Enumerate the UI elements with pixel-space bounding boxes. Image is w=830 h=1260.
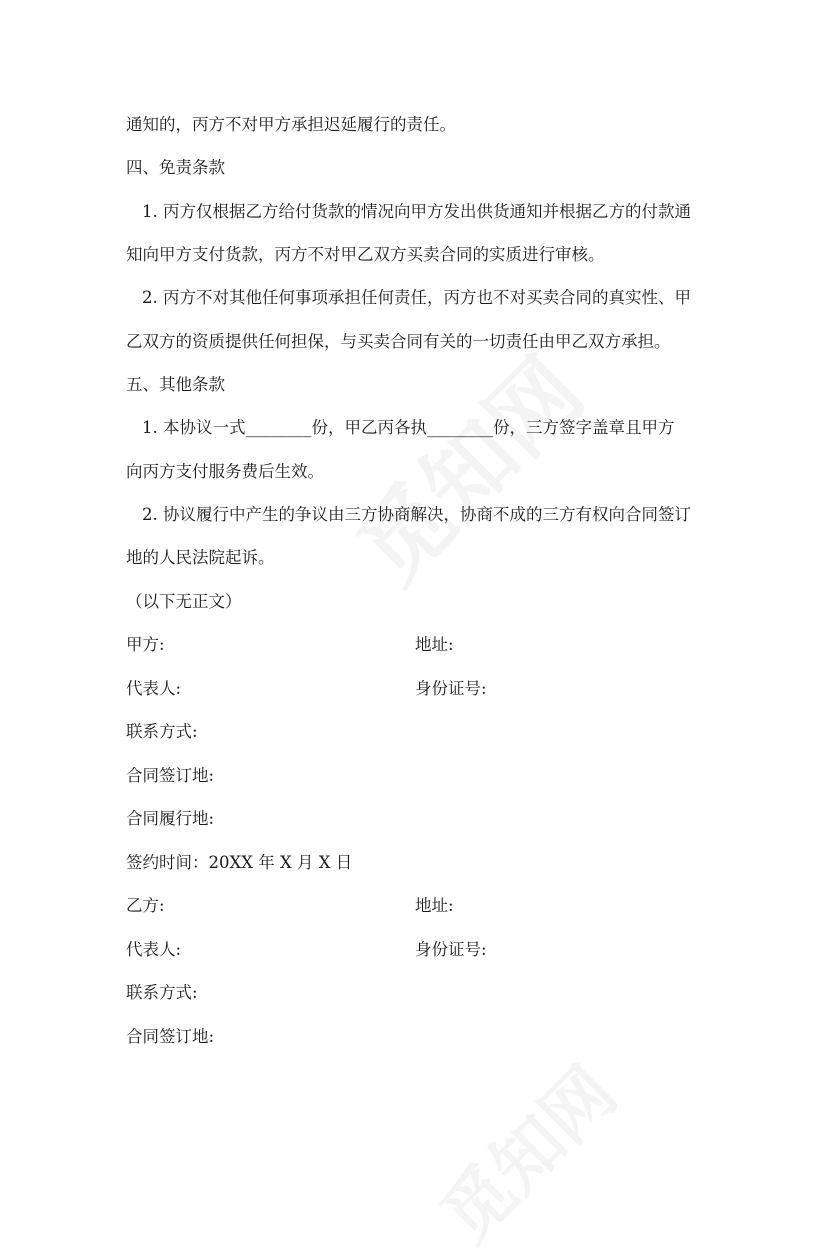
sign-time: 签约时间：20XX 年 X 月 X 日	[126, 853, 353, 872]
clause-4-1-line-2: 知向甲方支付货款，丙方不对甲乙双方买卖合同的实质进行审核。	[126, 245, 605, 264]
party-a-name-label: 甲方:	[126, 635, 165, 654]
section-heading-exemption: 四、免责条款	[126, 158, 225, 177]
party-b-address-label: 地址:	[415, 896, 454, 915]
party-b-sign-place-label: 合同签订地:	[126, 1027, 215, 1046]
clause-4-1-line-1: 1. 丙方仅根据乙方给付货款的情况向甲方发出供货通知并根据乙方的付款通	[142, 202, 691, 221]
clause-5-2-line-1: 2. 协议履行中产生的争议由三方协商解决，协商不成的三方有权向合同签订	[142, 505, 691, 524]
clause-5-2-line-2: 地的人民法院起诉。	[126, 548, 275, 567]
party-b-name-label: 乙方:	[126, 896, 165, 915]
clause-4-2-line-2: 乙双方的资质提供任何担保，与买卖合同有关的一切责任由甲乙双方承担。	[126, 332, 671, 351]
party-a-id-label: 身份证号:	[415, 679, 487, 698]
party-b-id-label: 身份证号:	[415, 940, 487, 959]
clause-5-1-line-2: 向丙方支付服务费后生效。	[126, 462, 324, 481]
party-b-rep-label: 代表人:	[126, 940, 182, 959]
party-a-sign-place-label: 合同签订地:	[126, 766, 215, 785]
party-a-address-label: 地址:	[415, 635, 454, 654]
section-heading-other: 五、其他条款	[126, 375, 225, 394]
clause-4-2-line-1: 2. 丙方不对其他任何事项承担任何责任，丙方也不对买卖合同的真实性、甲	[142, 288, 691, 307]
paragraph-continuation: 通知的，丙方不对甲方承担迟延履行的责任。	[126, 115, 456, 134]
end-of-text-note: （以下无正文）	[126, 592, 242, 611]
party-a-rep-label: 代表人:	[126, 679, 182, 698]
watermark-bottom	[415, 1041, 635, 1260]
party-a-contact-label: 联系方式:	[126, 722, 198, 741]
watermark-center	[324, 324, 607, 607]
party-a-perform-place-label: 合同履行地:	[126, 809, 215, 828]
clause-5-1-line-1: 1. 本协议一式________份，甲乙丙各执________份，三方签字盖章且甲方	[142, 418, 675, 437]
party-b-contact-label: 联系方式:	[126, 983, 198, 1002]
